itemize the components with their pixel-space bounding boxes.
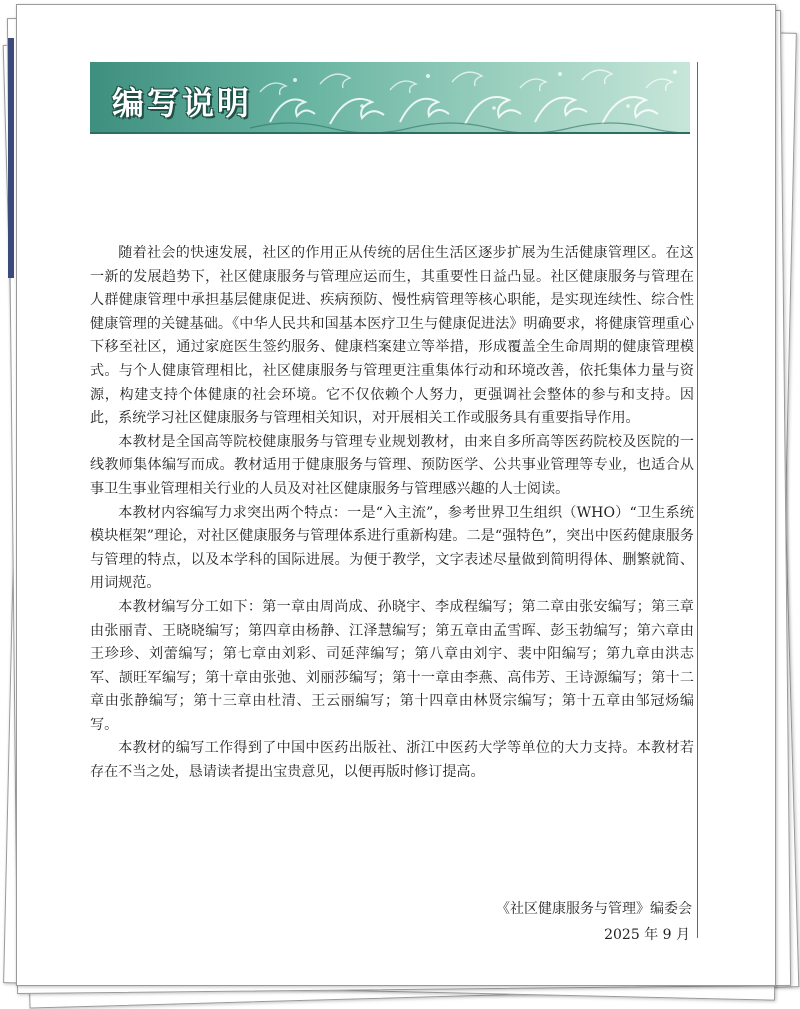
margin-rule xyxy=(697,62,698,938)
page-edge-strip xyxy=(8,38,14,278)
page-title: 编写说明 xyxy=(112,84,253,122)
paragraph: 本教材内容编写力求突出两个特点：一是“入主流”，参考世界卫生组织（WHO）“卫生系统模块框架”理论，对社区健康服务与管理体系进行重新构建。二是“强特色”，突出中医药健康服务与管理的特点，以及本学科的国际进展。为便于教学，文字表述尽量做到简明得体、删繁就简、用词规范。 xyxy=(90,504,694,592)
paragraph: 本教材的编写工作得到了中国中医药出版社、浙江中医药大学等单位的大力支持。本教材若存在不当之处，恳请读者提出宝贵意见，以便再版时修订提高。 xyxy=(90,740,694,781)
body-text xyxy=(90,242,694,785)
paragraph: 随着社会的快速发展，社区的作用正从传统的居住生活区逐步扩展为生活健康管理区。在这一新的发展趋势下，社区健康服务与管理应运而生，其重要性日益凸显。社区健康服务与管理在人群健康管理中承担基层健康促进、疾病预防、慢性病管理等核心职能，是实现连续性、综合性健康管理的关键基础。《中华人民共和国基本医疗卫生与健康促进法》明确要求，将健康管理重心下移至社区，通过家庭医生签约服务、健康档案建立等举措，形成覆盖全生命周期的健康管理模式。与个人健康管理相比，社区健康服务与管理更注重集体行动和环境改善，依托集体力量与资源，构建支持个体健康的社会环境。它不仅依赖个人努力，更强调社会整体的参与和支持。因此，系统学习社区健康服务与管理相关知识，对开展相关工作或服务具有重要指导作用。 xyxy=(90,245,694,427)
signature-date: 2025 年 9 月 xyxy=(604,927,690,943)
paragraph: 本教材编写分工如下：第一章由周尚成、孙晓宇、李成程编写；第二章由张安编写；第三章由张丽青、王晓晓编写；第四章由杨静、江泽慧编写；第五章由孟雪晖、彭玉勃编写；第六章由王珍珍、刘蕾编写；第七章由刘彩、司延萍编写；第八章由刘宇、裴中阳编写；第九章由洪志军、颉旺军编写；第十章由张弛、刘丽莎编写；第十一章由李燕、高伟芳、王诗源编写；第十二章由张静编写；第十三章由杜清、王云丽编写；第十四章由林贤宗编写；第十五章由邹冠炀编写。 xyxy=(90,598,694,733)
signature-organization: 《社区健康服务与管理》编委会 xyxy=(496,901,692,917)
header-banner xyxy=(90,62,690,134)
paragraph: 本教材是全国高等院校健康服务与管理专业规划教材，由来自多所高等医药院校及医院的一线教师集体编写而成。教材适用于健康服务与管理、预防医学、公共事业管理等专业，也适合从事卫生事业管理相关行业的人员及对社区健康服务与管理感兴趣的人士阅读。 xyxy=(90,433,694,497)
